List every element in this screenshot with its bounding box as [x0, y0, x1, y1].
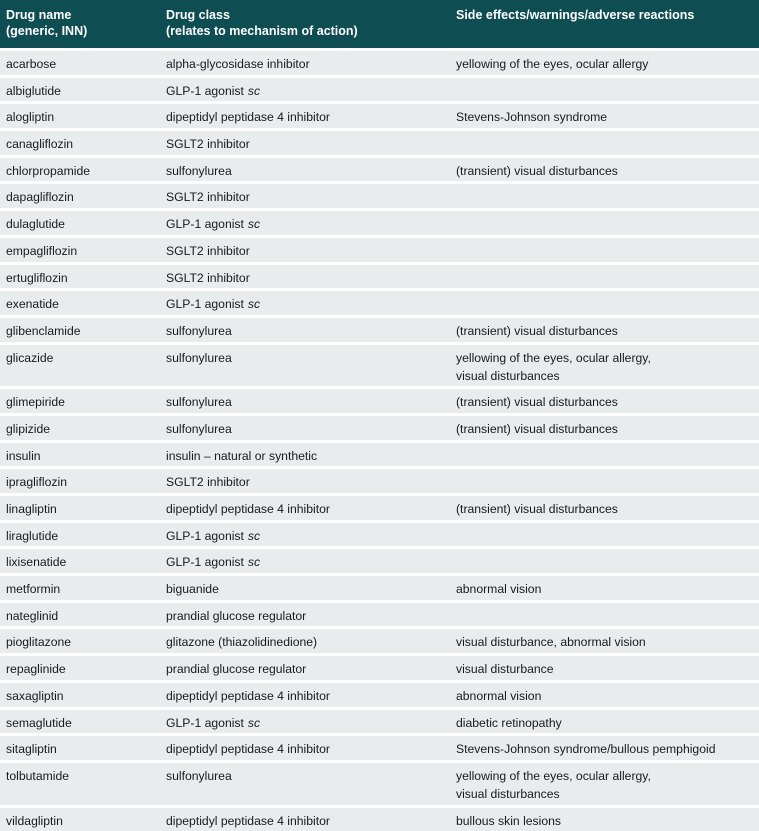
side-effects-line: (transient) visual disturbances	[456, 323, 618, 338]
drug-class-cell	[160, 215, 450, 235]
route-suffix: sc	[247, 555, 261, 570]
side-effects-cell	[450, 55, 759, 75]
table-row	[0, 315, 759, 342]
drug-class-cell	[160, 188, 450, 208]
side-effects-line: Stevens-Johnson syndrome	[456, 110, 608, 125]
side-effects-line: (transient) visual disturbances	[456, 421, 618, 436]
side-effects-line: yellowing of the eyes, ocular allergy,	[456, 350, 651, 365]
header-drug-class-line1: Drug class	[166, 8, 230, 22]
drug-name-cell: chlorpropamide	[6, 163, 91, 178]
table-row	[0, 413, 759, 440]
drug-name-cell: glimepiride	[6, 395, 65, 410]
side-effects-cell	[450, 607, 759, 627]
header-drug-name	[0, 7, 160, 48]
side-effects-line: visual disturbances	[456, 786, 560, 801]
drug-name-cell: glipizide	[6, 421, 51, 436]
side-effects-line: (transient) visual disturbances	[456, 395, 618, 410]
table-row	[0, 653, 759, 680]
table-row	[0, 466, 759, 493]
table-row	[0, 626, 759, 653]
drug-class-text: sulfonylurea	[166, 395, 232, 410]
header-side-effects	[450, 7, 759, 48]
drug-class-text: prandial glucose regulator	[166, 662, 307, 677]
drug-class-text: SGLT2 inhibitor	[166, 190, 250, 205]
side-effects-cell	[450, 527, 759, 547]
table-row	[0, 493, 759, 520]
drug-class-text: GLP-1 agonist	[166, 555, 244, 570]
table-row	[0, 546, 759, 573]
table-row	[0, 48, 759, 75]
drug-name-cell: liraglutide	[6, 528, 59, 543]
drug-class-text: alpha-glycosidase inhibitor	[166, 57, 310, 71]
drug-class-text: sulfonylurea	[166, 350, 232, 365]
drug-class-cell	[160, 322, 450, 342]
side-effects-line: yellowing of the eyes, ocular allergy	[456, 57, 649, 71]
table-row	[0, 760, 759, 805]
side-effects-cell	[450, 812, 759, 831]
drug-name-cell: linagliptin	[6, 502, 57, 516]
drug-class-cell	[160, 269, 450, 289]
side-effects-line: abnormal vision	[456, 688, 542, 703]
side-effects-cell	[450, 447, 759, 467]
side-effects-line: bullous skin lesions	[456, 813, 562, 828]
drug-class-text: dipeptidyl peptidase 4 inhibitor	[166, 742, 330, 757]
drug-class-text: GLP-1 agonist	[166, 297, 244, 312]
side-effects-cell	[450, 767, 759, 805]
route-suffix: sc	[247, 297, 261, 312]
drug-class-cell	[160, 500, 450, 520]
table-row	[0, 440, 759, 467]
drug-class-text: sulfonylurea	[166, 421, 232, 436]
drug-class-text: glitazone (thiazolidinedione)	[166, 635, 318, 650]
drug-class-text: dipeptidyl peptidase 4 inhibitor	[166, 688, 330, 703]
side-effects-cell	[450, 393, 759, 413]
header-drug-class	[160, 7, 450, 48]
drug-class-cell	[160, 295, 450, 315]
header-drug-name-line2: (generic, INN)	[6, 24, 88, 38]
side-effects-cell	[450, 82, 759, 102]
drug-name-cell: exenatide	[6, 297, 59, 312]
header-side-effects-line1: Side effects/warnings/adverse reactions	[456, 8, 695, 22]
drug-name-cell: repaglinide	[6, 662, 66, 677]
header-drug-name-line1: Drug name	[6, 8, 72, 22]
drug-name-cell: lixisenatide	[6, 555, 67, 570]
table-row	[0, 235, 759, 262]
drug-class-cell	[160, 812, 450, 831]
table-row	[0, 733, 759, 760]
side-effects-line: diabetic retinopathy	[456, 715, 562, 730]
drug-class-text: biguanide	[166, 582, 219, 597]
table-row	[0, 805, 759, 831]
drug-name-cell: saxagliptin	[6, 688, 64, 703]
drug-name-cell: dulaglutide	[6, 217, 65, 232]
drug-name-cell: tolbutamide	[6, 768, 70, 783]
drug-name-cell: dapagliflozin	[6, 190, 74, 205]
drug-class-text: SGLT2 inhibitor	[166, 243, 250, 258]
drug-name-cell: glibenclamide	[6, 323, 81, 338]
drug-class-text: sulfonylurea	[166, 163, 232, 178]
route-suffix: sc	[247, 715, 261, 730]
drug-name-cell: albiglutide	[6, 83, 61, 98]
drug-class-cell	[160, 740, 450, 760]
table-header	[0, 0, 759, 48]
drug-class-text: dipeptidyl peptidase 4 inhibitor	[166, 110, 330, 125]
side-effects-cell	[450, 349, 759, 387]
drug-class-cell	[160, 420, 450, 440]
drug-class-text: prandial glucose regulator	[166, 608, 307, 623]
table-row	[0, 75, 759, 102]
side-effects-cell	[450, 420, 759, 440]
side-effects-cell	[450, 553, 759, 573]
side-effects-cell	[450, 135, 759, 155]
side-effects-line: yellowing of the eyes, ocular allergy,	[456, 768, 651, 783]
route-suffix: sc	[247, 217, 261, 232]
drug-name-cell: insulin	[6, 448, 41, 463]
side-effects-cell	[450, 473, 759, 493]
drug-name-cell: acarbose	[6, 57, 57, 71]
drug-class-text: GLP-1 agonist	[166, 217, 244, 232]
table-row	[0, 600, 759, 627]
drug-class-cell	[160, 687, 450, 707]
drug-class-cell	[160, 767, 450, 805]
drug-class-cell	[160, 633, 450, 653]
side-effects-cell	[450, 295, 759, 315]
drug-class-cell	[160, 55, 450, 75]
table-row	[0, 288, 759, 315]
drug-class-cell	[160, 527, 450, 547]
route-suffix: sc	[247, 83, 261, 98]
route-suffix: sc	[247, 528, 261, 543]
side-effects-cell	[450, 660, 759, 680]
table-row	[0, 680, 759, 707]
table-row	[0, 386, 759, 413]
drug-class-cell	[160, 580, 450, 600]
drug-class-cell	[160, 349, 450, 387]
drug-class-cell	[160, 82, 450, 102]
drug-class-text: dipeptidyl peptidase 4 inhibitor	[166, 813, 330, 828]
side-effects-line: visual disturbance	[456, 662, 554, 677]
drug-class-cell	[160, 393, 450, 413]
table-body	[0, 48, 759, 831]
drug-class-cell	[160, 714, 450, 734]
table-row	[0, 342, 759, 387]
drug-class-text: sulfonylurea	[166, 768, 232, 783]
side-effects-cell	[450, 740, 759, 760]
drug-name-cell: vildagliptin	[6, 813, 63, 828]
drug-name-cell: ertugliflozin	[6, 270, 68, 285]
drug-name-cell: nateglinid	[6, 608, 59, 623]
table-row	[0, 520, 759, 547]
side-effects-cell	[450, 215, 759, 235]
drug-name-cell: metformin	[6, 582, 61, 597]
table-row	[0, 128, 759, 155]
side-effects-line: Stevens-Johnson syndrome/bullous pemphigoid	[456, 742, 716, 757]
header-drug-class-line2: (relates to mechanism of action)	[166, 24, 358, 38]
drug-class-text: insulin – natural or synthetic	[166, 448, 318, 463]
side-effects-cell	[450, 188, 759, 208]
side-effects-cell	[450, 322, 759, 342]
table-row	[0, 208, 759, 235]
side-effects-cell	[450, 687, 759, 707]
drug-class-cell	[160, 473, 450, 493]
drug-class-cell	[160, 607, 450, 627]
side-effects-cell	[450, 162, 759, 182]
table-row	[0, 101, 759, 128]
drug-name-cell: canagliflozin	[6, 137, 74, 152]
drug-name-cell: glicazide	[6, 350, 54, 365]
table-row	[0, 155, 759, 182]
side-effects-line: visual disturbances	[456, 368, 560, 383]
drug-class-text: sulfonylurea	[166, 323, 232, 338]
side-effects-cell	[450, 500, 759, 520]
side-effects-cell	[450, 714, 759, 734]
side-effects-cell	[450, 108, 759, 128]
table-row	[0, 573, 759, 600]
side-effects-cell	[450, 242, 759, 262]
drug-name-cell: empagliflozin	[6, 243, 78, 258]
side-effects-cell	[450, 633, 759, 653]
side-effects-line: (transient) visual disturbances	[456, 163, 618, 178]
drug-class-cell	[160, 660, 450, 680]
drug-class-text: SGLT2 inhibitor	[166, 270, 250, 285]
drug-class-cell	[160, 162, 450, 182]
drug-class-cell	[160, 242, 450, 262]
drug-name-cell: ipragliflozin	[6, 475, 67, 490]
drug-class-cell	[160, 447, 450, 467]
drug-class-cell	[160, 135, 450, 155]
side-effects-cell	[450, 580, 759, 600]
table-row	[0, 707, 759, 734]
side-effects-line: (transient) visual disturbances	[456, 502, 618, 516]
drug-name-cell: alogliptin	[6, 110, 55, 125]
drug-class-text: SGLT2 inhibitor	[166, 475, 250, 490]
side-effects-line: abnormal vision	[456, 582, 542, 597]
drug-class-text: SGLT2 inhibitor	[166, 137, 250, 152]
drug-class-text: GLP-1 agonist	[166, 528, 244, 543]
side-effects-line: visual disturbance, abnormal vision	[456, 635, 646, 650]
drug-name-cell: semaglutide	[6, 715, 72, 730]
drug-name-cell: sitagliptin	[6, 742, 57, 757]
drug-class-text: GLP-1 agonist	[166, 715, 244, 730]
drug-class-text: dipeptidyl peptidase 4 inhibitor	[166, 502, 330, 516]
drug-name-cell: pioglitazone	[6, 635, 72, 650]
drug-class-cell	[160, 553, 450, 573]
drug-class-cell	[160, 108, 450, 128]
drug-class-text: GLP-1 agonist	[166, 83, 244, 98]
table-row	[0, 181, 759, 208]
table-row	[0, 262, 759, 289]
side-effects-cell	[450, 269, 759, 289]
